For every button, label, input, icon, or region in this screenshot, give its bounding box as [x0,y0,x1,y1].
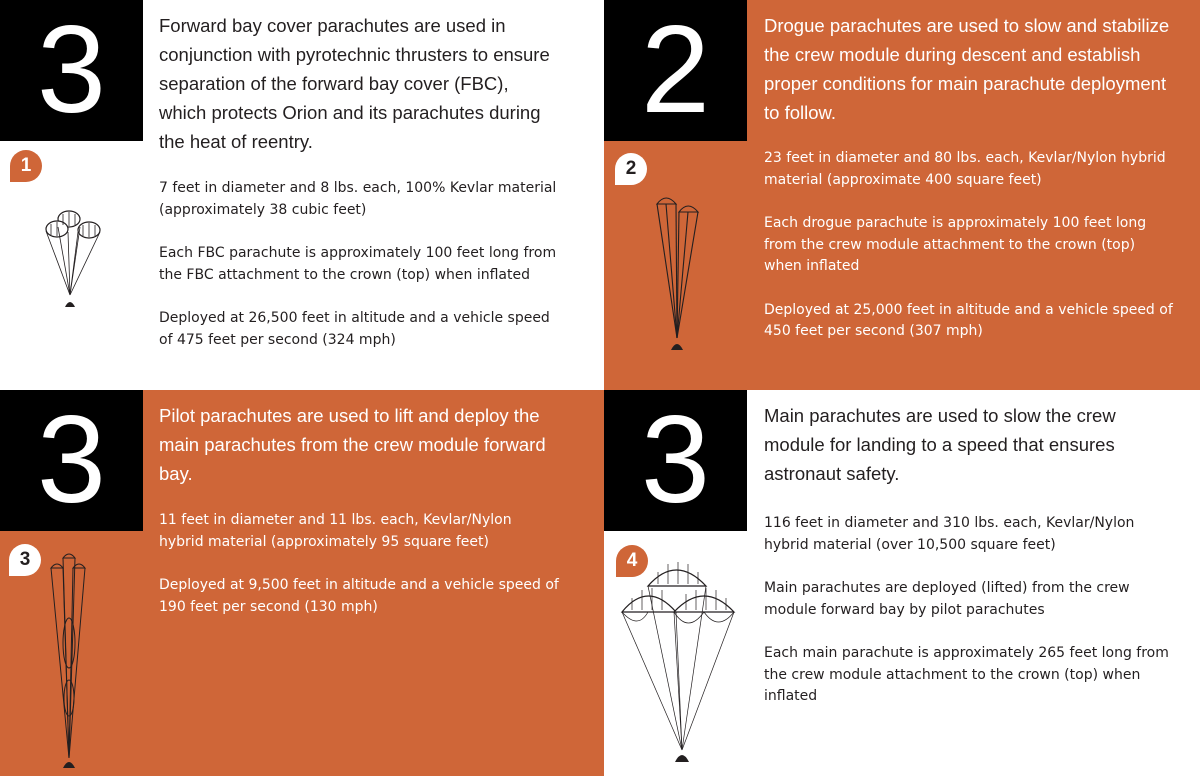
spec-paragraph: 116 feet in diameter and 310 lbs. each, Kevlar/Nylon hybrid material (over 10,500 square feet) [764,515,1135,553]
crew-module-icon [63,762,75,768]
step-badge: 3 [9,544,41,576]
fbc-parachutes-illustration [38,205,108,317]
step-badge: 2 [615,153,647,185]
panel-title: Main parachutes are used to slow the crew module for landing to a speed that ensures astronaut safety. [764,405,1116,484]
spec-paragraph: Each FBC parachute is approximately 100 feet long from the FBC attachment to the crown (top) when inflated [159,245,557,283]
parachute-count: 3 [604,390,747,531]
step-badge: 1 [10,150,42,182]
spec-paragraph: Deployed at 26,500 feet in altitude and a vehicle speed of 475 feet per second (324 mph) [159,310,550,348]
spec-paragraph: 7 feet in diameter and 8 lbs. each, 100% Kevlar material (approximately 38 cubic feet) [159,180,557,218]
panel-drogue [604,0,1200,390]
step-badge: 4 [616,545,648,577]
spec-paragraph: Each drogue parachute is approximately 100 feet long from the crew module attachment to the crown (top) when inflated [764,215,1147,274]
crew-module-icon [671,344,683,350]
spec-paragraph: 11 feet in diameter and 11 lbs. each, Kevlar/Nylon hybrid material (approximately 95 square feet) [159,512,512,550]
spec-paragraph: Deployed at 9,500 feet in altitude and a vehicle speed of 190 feet per second (130 mph) [159,577,559,615]
crew-module-icon [675,755,689,762]
parachute-count: 3 [0,390,143,531]
panel-pilot [0,390,604,776]
spec-paragraph: Main parachutes are deployed (lifted) from the crew module forward bay by pilot parachutes [764,580,1130,618]
spec-paragraph: Deployed at 25,000 feet in altitude and a vehicle speed of 450 feet per second (307 mph) [764,301,1173,339]
panel-body [764,513,1174,730]
main-parachutes-illustration [618,550,753,770]
spec-paragraph: Each main parachute is approximately 265 feet long from the crew module attachment to the crown (top) when inflated [764,645,1169,704]
panel-body [764,148,1174,365]
panel-forward-bay-cover [0,0,604,390]
panel-title: Forward bay cover parachutes are used in conjunction with pyrotechnic thrusters to ensure separation of the forward bay cover (FBC), which protects Orion and its parachutes during the heat of reentry. [159,15,550,152]
spec-paragraph: 23 feet in diameter and 80 lbs. each, Kevlar/Nylon hybrid material (approximate 400 square feet) [764,150,1166,188]
panel-body [159,178,559,373]
panel-title: Drogue parachutes are used to slow and stabilize the crew module during descent and establish proper conditions for main parachute deployment to follow. [764,15,1170,123]
parachute-count: 3 [0,0,143,141]
pilot-parachutes-illustration [45,548,95,773]
panel-main [604,390,1200,776]
panel-body [159,510,559,640]
parachute-count: 2 [604,0,747,141]
crew-module-icon [65,302,75,307]
drogue-parachutes-illustration [652,190,712,355]
panel-title: Pilot parachutes are used to lift and deploy the main parachutes from the crew module forward bay. [159,405,546,484]
